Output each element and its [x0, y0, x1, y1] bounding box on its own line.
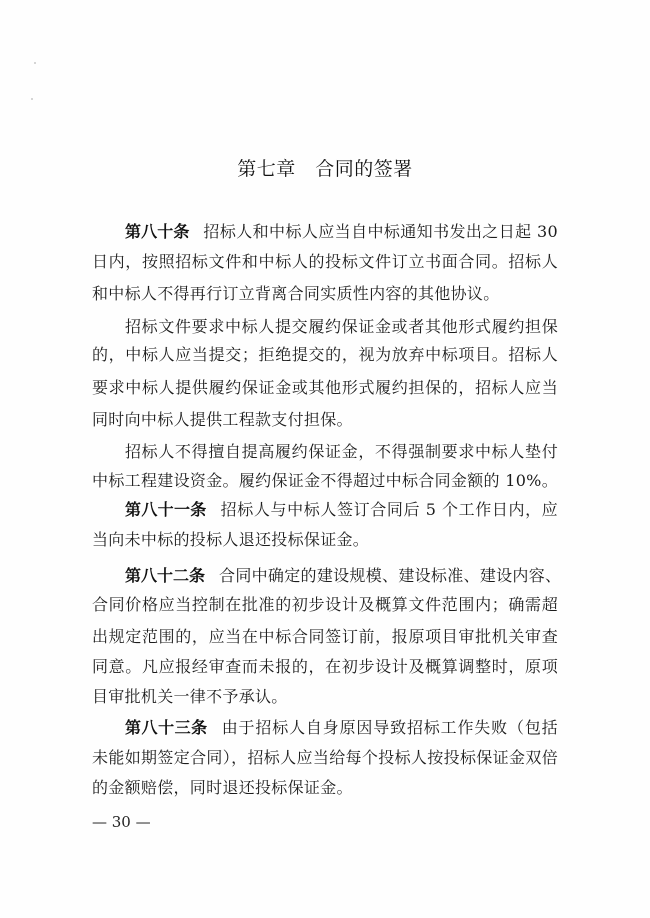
article-heading: 第八十一条: [125, 500, 207, 519]
chapter-title: 第七章 合同的签署: [237, 158, 413, 180]
scan-speck: [34, 62, 36, 64]
article-82-line-1: [125, 564, 562, 588]
paragraph-text: 招标人与中标人签订合同后 5 个工作日内，应: [220, 500, 558, 519]
paragraph-line: 出规定范围的，应当在中标合同签订前，报原项目审批机关审查: [92, 627, 558, 646]
article-heading: 第八十条: [125, 222, 190, 241]
paragraph-line: 招标文件要求中标人提交履约保证金或者其他形式履约担保: [125, 317, 558, 336]
paragraph-line: 目审批机关一律不予承认。: [92, 687, 288, 706]
article-heading: 第八十二条: [125, 566, 206, 585]
paragraph-line: 同时向中标人提供工程款支付担保。: [92, 410, 353, 429]
paragraph-line: 要求中标人提供履约保证金或其他形式履约担保的，招标人应当: [92, 378, 558, 397]
article-80-line-1: [125, 220, 558, 244]
paragraph-text: 招标人和中标人应当自中标通知书发出之日起 30: [203, 222, 558, 241]
paragraph-text: 合同中确定的建设规模、建设标准、建设内容、: [219, 566, 562, 585]
paragraph-line: 的金额赔偿，同时退还投标保证金。: [92, 778, 353, 797]
paragraph-text: 由于招标人自身原因导致招标工作失败（包括: [221, 718, 558, 737]
paragraph-line: 未能如期签定合同），招标人应当给每个投标人按投标保证金双倍: [92, 748, 558, 767]
paragraph-line: 招标人不得擅自提高履约保证金，不得强制要求中标人垫付: [125, 442, 558, 461]
paragraph-line: 同意。凡应报经审查而未报的，在初步设计及概算调整时，原项: [92, 657, 558, 676]
article-heading: 第八十三条: [125, 718, 208, 737]
paragraph-line: 和中标人不得再行订立背离合同实质性内容的其他协议。: [92, 284, 500, 303]
paragraph-line: 中标工程建设资金。履约保证金不得超过中标合同金额的 10%。: [92, 471, 558, 490]
article-83-line-1: [125, 716, 558, 740]
article-81-line-1: [125, 498, 558, 522]
paragraph-line: 日内，按照招标文件和中标人的投标文件订立书面合同。招标人: [92, 252, 558, 271]
paragraph-line: 当向未中标的投标人退还投标保证金。: [92, 530, 370, 549]
page-number: — 30 —: [92, 813, 151, 831]
paragraph-line: 的，中标人应当提交；拒绝提交的，视为放弃中标项目。招标人: [92, 345, 558, 364]
paragraph-line: 合同价格应当控制在批准的初步设计及概算文件范围内；确需超: [92, 595, 558, 614]
scan-speck: [31, 98, 33, 100]
